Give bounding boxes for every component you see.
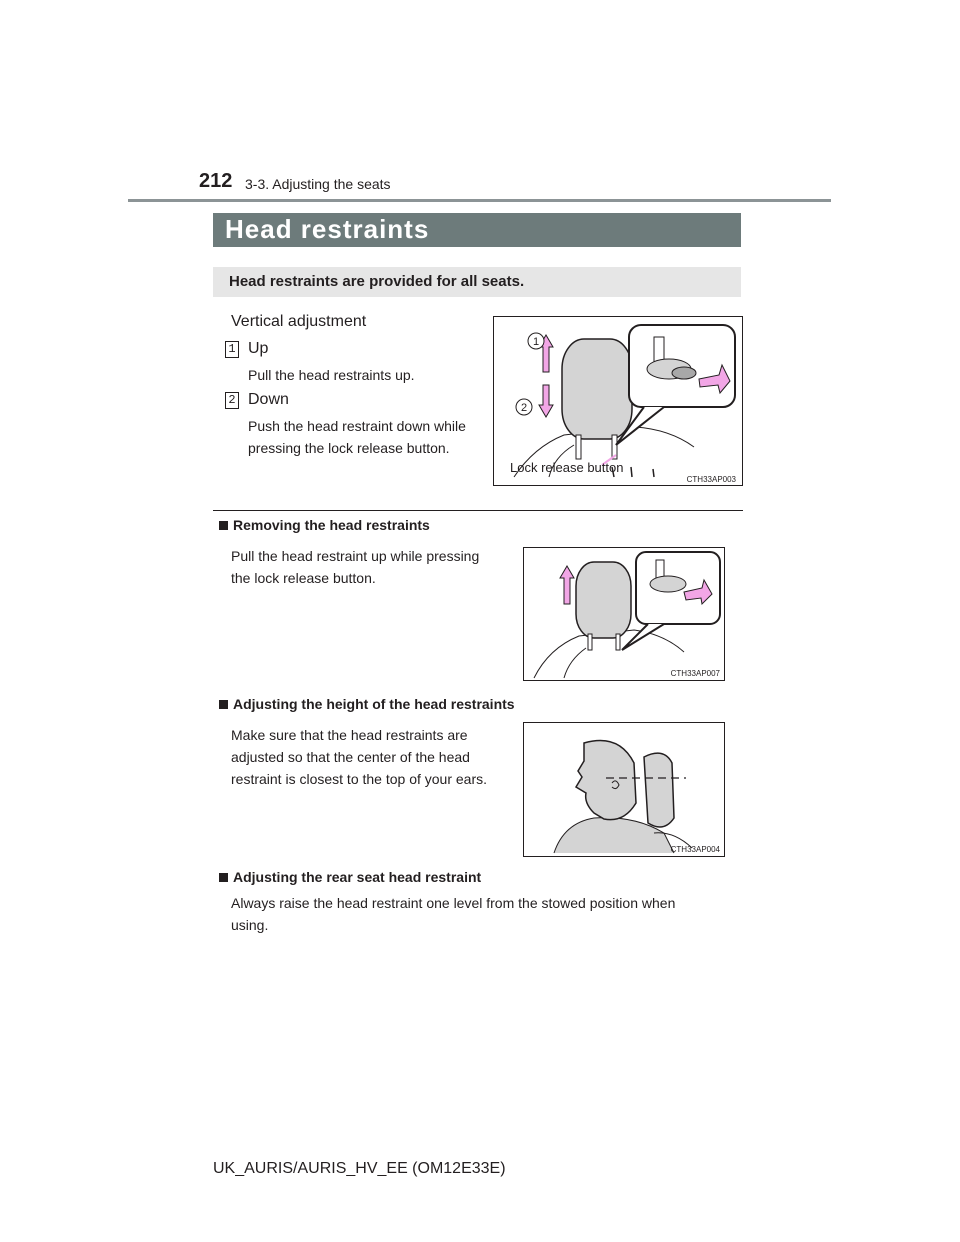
section-title-band: [213, 213, 741, 247]
height-text-line2: adjusted so that the center of the head: [231, 749, 470, 765]
rear-seat-heading-text: Adjusting the rear seat head restraint: [233, 869, 482, 885]
step-label-down: Down: [248, 391, 289, 408]
section-divider: [213, 510, 743, 511]
height-text-line1: Make sure that the head restraints are: [231, 727, 468, 743]
head-restraint-shape: [562, 339, 632, 439]
bullet-square-icon: [219, 700, 228, 709]
vertical-adjustment-heading: Vertical adjustment: [231, 313, 367, 330]
figure3-code: CTH33AP004: [670, 845, 720, 854]
rear-seat-text-line1: Always raise the head restraint one level from the stowed position when: [231, 895, 676, 911]
bullet-square-icon: [219, 873, 228, 882]
removing-heading-text: Removing the head restraints: [233, 517, 430, 533]
step-desc-up: Pull the head restraints up.: [248, 367, 415, 383]
head-profile-shape: [576, 741, 636, 820]
footer-manual-code: UK_AURIS/AURIS_HV_EE (OM12E33E): [213, 1160, 506, 1177]
rear-seat-text-line2: using.: [231, 917, 269, 933]
figure-height: [523, 722, 725, 857]
figure-removing: [523, 547, 725, 681]
step-label-up: Up: [248, 340, 269, 357]
figure1-code: CTH33AP003: [686, 475, 736, 484]
step-number-2: 2: [225, 392, 239, 409]
removing-text-line2: the lock release button.: [231, 570, 376, 586]
rear-seat-heading: [219, 869, 481, 885]
up-arrow-icon: [560, 566, 574, 604]
bullet-square-icon: [219, 521, 228, 530]
page-title: Head restraints: [225, 214, 430, 244]
callout-2: 2: [520, 402, 528, 414]
page-number: 212: [199, 170, 233, 192]
removing-text-line1: Pull the head restraint up while pressing: [231, 548, 480, 564]
height-heading: [219, 696, 515, 712]
step-desc-down-line1: Push the head restraint down while: [248, 418, 466, 434]
intro-band: [213, 267, 741, 297]
height-heading-text: Adjusting the height of the head restraints: [233, 696, 515, 712]
height-text-line3: restraint is closest to the top of your ears.: [231, 771, 488, 787]
removing-heading: [219, 517, 430, 533]
figure2-code: CTH33AP007: [670, 669, 720, 678]
chapter-title: 3-3. Adjusting the seats: [245, 176, 391, 192]
figure-vertical-adjustment: [493, 316, 743, 486]
callout-1: 1: [532, 336, 540, 348]
intro-text: Head restraints are provided for all seats.: [229, 273, 525, 290]
header-rule: [128, 199, 831, 202]
lock-release-label: Lock release button: [510, 460, 624, 475]
step-number-1: 1: [225, 341, 239, 358]
down-arrow-icon: [539, 385, 553, 417]
step-desc-down-line2: pressing the lock release button.: [248, 440, 450, 456]
